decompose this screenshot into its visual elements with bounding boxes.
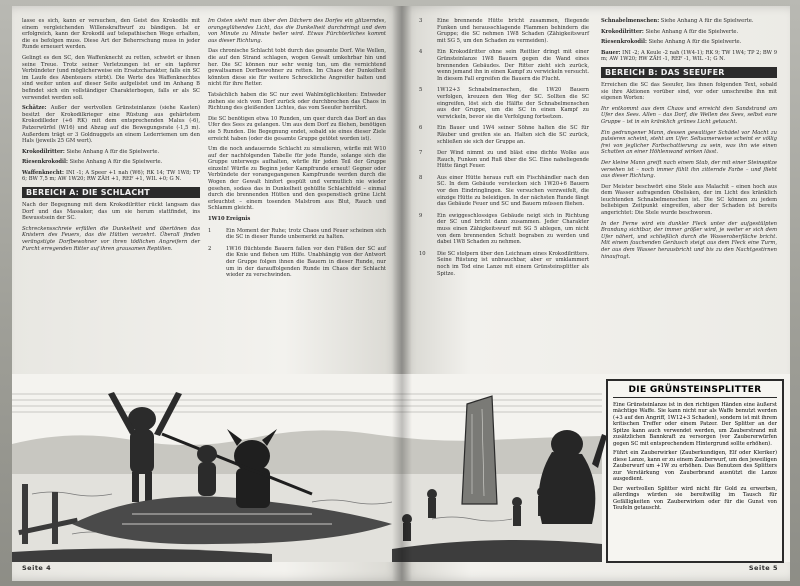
- greenstone-sidebar: [606, 379, 784, 563]
- table-cell: Ein Krokodilritter ohne sein Reittier dringt mit einer Grünsteinlanze 1W8 Bauern gegen die Wand eines brennenden Gebäudes. Der Ritter zieht sich zurück, wenn jemand ihn in einen Kampf zu verwickeln versucht. In diesem Fall ergreifen die Bauern die Flucht.: [437, 49, 589, 82]
- read-aloud-text: Im Osten sieht man über den Dächern des Dorfes ein glitzerndes, orangeglühendes Licht, das die Dunkelheit durchdringt und dem von Minute zu Minute heller wird. Etwas Fürchterliches kommt aus dieser Richtung.: [208, 18, 386, 44]
- label: Riesenkrokodil:: [601, 39, 647, 46]
- table-row: [419, 251, 589, 282]
- table-cell: Ein Moment der Ruhe; trotz Chaos und Feuer scheinen sich die SC in dieser Runde unbemerkt zu halten.: [226, 227, 386, 241]
- page-number-left: Seite 4: [22, 564, 52, 572]
- read-aloud-text: Ein gedrungener Mann, dessen gewaltiger Schädel vor Macht zu pulsieren scheint, steht am Ufer. Seltsamerweise scheint er völlig frei von jeglicher Farbschattierung zu sein, was ihn wie einen Schatten an einer Höhlenwand wirken lässt.: [601, 129, 777, 156]
- table-cell: 6: [419, 125, 423, 132]
- table-cell: Eine brennende Hütte bricht zusammen, fliegende Funken und herausschlagende Flammen behindern die Gruppe; die SC nehmen 1W8 Schaden (Zähigkeitswurf mit SG 5, um den Schaden zu vermeiden).: [437, 18, 589, 44]
- text: Siehe Anhang A für die Spielwerte.: [660, 18, 754, 24]
- table-cell: 1W12+3 Schnabelmenschen, die 1W20 Bauern verfolgen, kreuzen den Weg der SC. Sollten die SC eingreifen, löst sich die Hälfte der Schnabelmenschen aus der Gruppe, um die SC in einen Kampf zu verwickeln, bevor sie die Verfolgung fortsetzen.: [437, 87, 589, 120]
- text: Siehe Anhang A für die Spielwerte.: [66, 148, 160, 155]
- paragraph: [22, 149, 200, 156]
- table-header-row: [208, 216, 386, 228]
- table-cell: 3: [419, 18, 423, 24]
- table-cell: 9: [419, 212, 423, 219]
- text: Siehe Anhang A für die Spielwerte.: [645, 28, 739, 35]
- beaked-creature-middle: [197, 445, 217, 496]
- label: Krokodilritter:: [601, 28, 644, 35]
- section-heading: BEREICH A: DIE SCHLACHT: [22, 187, 200, 198]
- section-heading: BEREICH B: DAS SEEUFER: [601, 67, 777, 78]
- table-cell: 1W16 flüchtende Bauern fallen vor den Füßen der SC auf die Knie und flehen um Hilfe. Unabhängig von der Antwort der Gruppe folgen ihnen die Bauern in dieser Runde, nur um in der darauffolgenden Runde im Chaos der Schlacht wieder zu verschwinden.: [226, 245, 386, 279]
- event-table: [208, 216, 386, 284]
- table-row: [419, 18, 589, 49]
- table-cell: 1: [208, 227, 212, 234]
- label: Riesenkrokodil:: [22, 159, 68, 166]
- book-gutter-shadow: [392, 6, 412, 581]
- paragraph: Erreichen die SC das Seeufer, lies ihnen folgenden Text, sobald sie ihre Aktionen vorüber sind, vor oder umschreibe ihn mit eigenen Worten:: [601, 81, 777, 102]
- table-row: [419, 87, 589, 125]
- paragraph: [22, 159, 200, 166]
- sidebar-title: DIE GRÜNSTEINSPLITTER: [613, 387, 777, 398]
- text: Siehe Anhang A für die Spielwerte.: [648, 39, 742, 46]
- table-cell: 8: [419, 174, 423, 181]
- paragraph: Der Meister beschwört eine Stele aus Malachit – einen hoch aus dem Wasser aufragenden Obelisken, der im Licht des kränklich leuchtenden Schnabelmenschen ist. Die SC können zu jedem beliebigen Zeitpunkt eingreifen, aber der Schaden ist bereits angerichtet: Die Stele wurde beschworen.: [601, 183, 777, 217]
- event-table-continued: [419, 18, 589, 282]
- table-row: [419, 150, 589, 175]
- right-column-2: [601, 18, 777, 264]
- right-column-1: [419, 18, 589, 282]
- paragraph: lasse es sich, kann er versuchen, den Geist des Krokodils mit einem vergleichenden Willenskraftwurf zu bändigen. Ist er erfolgreich, kann der Krokodil auf telepathischen Wege erhalten, die es befolgen muss. Diese Art der Beherrschung muss in jeder Runde erneuert werden.: [22, 18, 200, 51]
- table-row: [208, 228, 386, 246]
- table-cell: 2: [208, 245, 212, 252]
- left-column-1: [22, 18, 200, 256]
- open-book-spread: [12, 6, 790, 581]
- paragraph: Eine Grünsteinlanze ist in den richtigen Händen eine äußerst mächtige Waffe. Sie kann nicht nur als Waffe benutzt werden (+3 auf den Angriff, 1W12+3 Schaden), sondern ist mit ihrem kritischen Treffer oder einem Patzer. Der Splitter an der Spitze kann auch verwendet werden, um Zauberstrand mit zusätzlichen Bannkraft zu versorgen (vor Zaubererwürfen gegen SC mit entsprechendem Hintergrund sollte erhöhen).: [613, 401, 777, 447]
- table-row: [419, 125, 589, 150]
- label: Krokodilritter:: [22, 148, 65, 155]
- table-cell: 4: [419, 49, 423, 56]
- paragraph: Tatsächlich haben die SC nur zwei Wahlmöglichkeiten: Entweder ziehen sie sich vom Dorf zurück oder durchbrechen das Chaos in Richtung des gleißenden Lichtes, das vom Seeufer herrührt.: [208, 91, 386, 112]
- table-cell: Ein Bauer und 1W4 seiner Söhne halten die SC für Räuber und greifen sie an. Halten sich die SC zurück, schließen sie sich der Gruppe an.: [437, 125, 589, 145]
- table-row: [419, 49, 589, 87]
- page-number-right: Seite 5: [748, 564, 778, 572]
- read-aloud-text: In der Ferne wird ein dunkler Fleck unter der aufgestülpten Brandung sichtbar, der immer größer wird, je weiter er sich dem Ufer nähert, und schließlich durch die Wasseroberfläche bricht. Mit einem fauchenden Geräusch steigt aus dem Fleck eine Turm, der aus dem Wasser herausbricht und bis zu den Nachtgestirnen hinaufragt.: [601, 220, 777, 260]
- paragraph: [601, 29, 777, 36]
- read-aloud-text: Der kleine Mann greift nach einem Stab, der mit einer Steinspitze versehen ist – noch immer fühlt ihn zitternde Farbe – und flieht aus dieser Richtung.: [601, 159, 777, 180]
- label: Waffenknecht:: [22, 169, 64, 176]
- table-row: [419, 213, 589, 251]
- column-header: 1W10: [208, 216, 225, 223]
- paragraph: [601, 39, 777, 46]
- table-cell: 7: [419, 150, 423, 157]
- label: Bauer:: [601, 49, 621, 56]
- text: Außer der wertvollen Grünsteinlanze (siehe Kasten) besitzt der Krokodilkrieger eine Rüstung aus gehärtetem Krokodilleder (+6 RK) mit dem entsprechenden Malus (-6), Patzerwürfel (W16) und Abzug auf die Bewegungsrate (-1,5 m). Außerdem trägt er 3 Goldnuggets an einem Lederriemen um den Hals (jeweils 25 GM wert).: [22, 105, 200, 145]
- table-cell: 5: [419, 87, 423, 94]
- text: INI -1; A Speer +1 nah (W6); RK 14; TW 1W8; TP 6; BW 7,5 m; AW 1W20; RW ZÄH +1, REF +1, WIL +0; G N.: [22, 169, 200, 183]
- paragraph: [601, 50, 777, 63]
- table-row: [208, 246, 386, 284]
- paragraph: Um die noch andauernde Schlacht zu simulieren, würfle mit W10 auf der nachfolgenden Tabelle für jede Runde, solange sich die Gruppe unterwegs aufhalten, würfle für jeden Teil der Gruppe einzeln! Würfle zu Beginn jeder Kampfrunde erneut! Gegner oder Verbündete der vorangegangenen Kampfrunde werden durch die Wogen der Gewalt hinfort gespült und vermutlich nie wieder gesehen, sodass das in Dunkelheit gehüllte Schlachtfeld – einmal durch die brennenden Hütten und den gespenstisch grüne Licht erleuchtet – einem tosenden Malstrom aus Blut, Rauch und Schlamm gleicht.: [208, 146, 386, 212]
- paragraph: Nach der Begegnung mit dem Krokodilritter rückt langsam das Dorf und das Massaker, das um sie herum stattfindet, ins Bewusstsein der SC.: [22, 202, 200, 222]
- paragraph: [22, 105, 200, 145]
- paragraph: [22, 170, 200, 183]
- left-column-2: [208, 18, 386, 284]
- paragraph: Gelingt es den SC, den Waffenknecht zu retten, schwört er ihnen seine Treue. Trotz seiner Verletzungen ist er ein tapferer Verbündeter (und möglicherweise ein Ersatzcharakter, falls ein SC im Laufe des Abenteuers stirbt). Die Werte des Waffenknechtes sind weiter unten auf dieser Seite aufgelistet und im Anhang B befindet sich ein vollständiger Charakterbogen, falls er als SC verwendet werden soll.: [22, 54, 200, 101]
- table-cell: Ein ewiggeschlossiges Gebäude neigt sich in Richtung der SC und bricht dann zusammen. Jeder Charakter muss einen Zähigkeitswurf mit SG 5 ablegen, um nicht von dem brennenden Schutt begraben zu werden und dabei 1W8 Schaden zu nehmen.: [437, 212, 589, 246]
- table-cell: Aus einer Hütte heraus ruft ein Fischhändler nach den SC. In dem Gebäude verstecken sich 1W20+6 Bauern vor den Eindringlingen. Sie versuchen verzweifelt, die einzige Hütte zu beleidigen. In der nächsten Runde fängt das Gebäude Feuer und SC und Bauern müssen fliehen.: [437, 174, 589, 208]
- text: INI -2; A Keule -2 nah (1W4-1); RK 9; TW 1W4; TP 2; BW 9 m; AW 1W20; RW ZÄH -1, REF -1, WIL -1; G N.: [601, 49, 777, 63]
- table-cell: Der Wind nimmt zu und bläst eine dichte Wolke aus Rauch, Funken und Ruß über die SC. Eine naheliegende Hütte fängt Feuer.: [437, 150, 589, 170]
- paragraph: Der wertvollen Splitter wird nicht für Gold zu erwerben, allerdings würden sie bereitwillig im Tausch für Gefälligkeiten von Zauberwirken oder für die Gunst von Teufeln getauscht.: [613, 485, 777, 511]
- label: Schätze:: [22, 105, 47, 112]
- table-cell: Die SC stolpern über den Leichnam eines Krokodilritters. Seine Rüstung ist unbrauchbar, aber er umklammert noch im Tod eine Lanze mit einem Grünsteinsplitter als Spitze.: [437, 250, 589, 277]
- label: Schnabelmenschen:: [601, 18, 660, 24]
- read-aloud-text: Ihr entkommt aus dem Chaos und erreicht den Sandstrand am Ufer des Sees. Allen – das Dorf, die Wellen des Sees, selbst eure Gruppe – ist in ein kränklich grünes Licht getaucht.: [601, 105, 777, 125]
- read-aloud-text: Schreckensschreie erfüllen die Dunkelheit und übertönen das Knistern des Feuers, das die Hütten verzehrt. Überall finden verängstigte Dorfbewohner vor ihren tödlichen Angreifern der Furcht erregenden Ritter auf ihren grausamen Reptilien.: [22, 225, 200, 252]
- paragraph: [601, 18, 777, 25]
- paragraph: Die SC benötigen etwa 10 Runden, um quer durch das Dorf an das Ufer des Sees zu gelangen. Um aus dem Dorf zu fliehen, benötigen sie 5 Runden. Die Begegnung endet, sobald sie eines dieser Ziele erreicht haben (oder die gesamte Gruppe getötet worden ist).: [208, 115, 386, 142]
- paragraph: Führt ein Zauberwirker (Zauberkundigen, Elf oder Kleriker) diese Lanze, kann er zu einem Zauberwurf, um den jeweiligen Zauberwurf um +1W zu erhöhen. Das Benutzen des Splitters zur Verstärkung von Zauberbrand ausnützt die Lanze ausgedient.: [613, 450, 777, 482]
- table-cell: 10: [419, 250, 426, 257]
- malachite-stele: [462, 396, 497, 504]
- column-header: Ereignis: [226, 216, 251, 223]
- text: Siehe Anhang A für die Spielwerte.: [69, 159, 163, 166]
- table-row: [419, 175, 589, 213]
- paragraph: Das chronische Schlacht tobt durch das gesamte Dorf. Wie Wellen, die auf den Strand schlagen, wogen Gewalt umkehrbar hin und her. Die SC können nur sehr wenig tun, um die vernichtend gewaltsamen Dorfbewohner zu retten. Im Chaos der Dunkelheit könnten diese sie für weitere Schreckliche Angreifer halten und nicht für ihre Retter.: [208, 48, 386, 88]
